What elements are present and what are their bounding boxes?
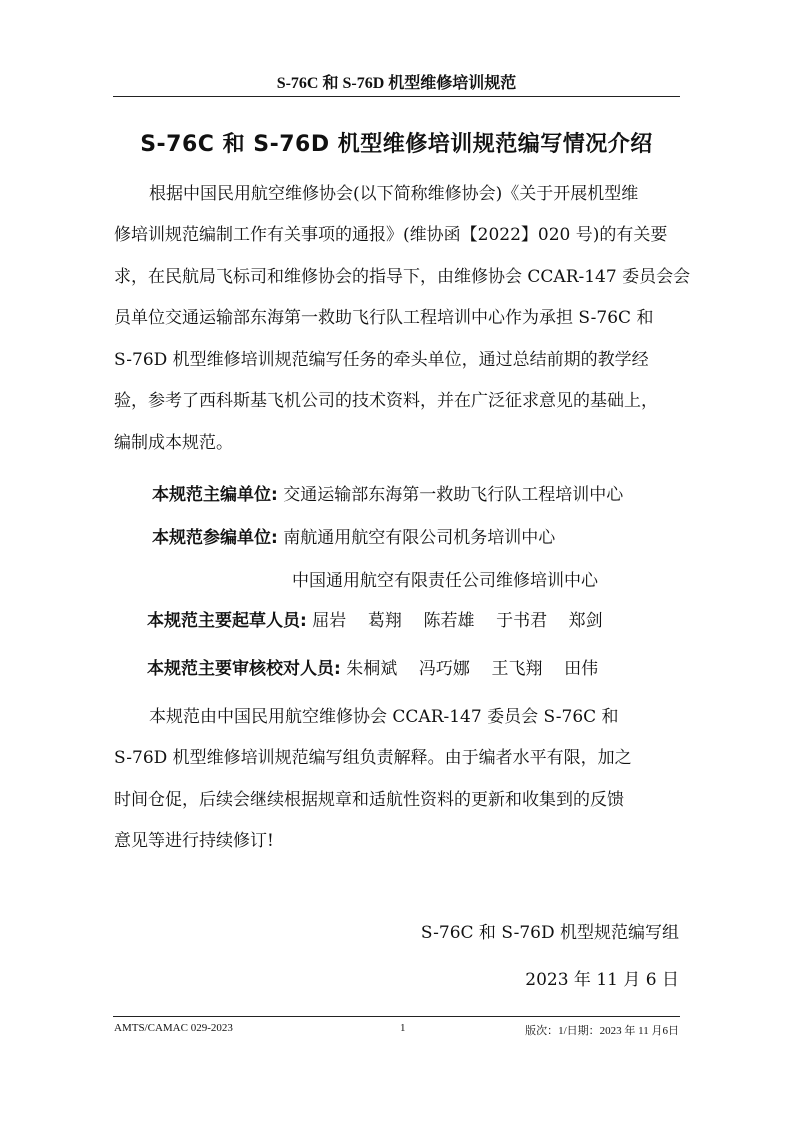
footer-version-info: 版次：1/日期：2023 年 11 月6日 <box>525 1025 679 1037</box>
document-title: S-76C 和 S-76D 机型维修培训规范编写情况介绍 <box>140 132 653 157</box>
footer-divider <box>113 1016 680 1017</box>
closing-line: S-76D 机型维修培训规范编写组负责解释。由于编者水平有限，加之 <box>114 748 632 768</box>
running-header-title: S-76C 和 S-76D 机型维修培训规范 <box>276 75 517 92</box>
drafters-label: 本规范主要起草人员: <box>147 611 307 631</box>
signature-date: 2023 年 11 月 6 日 <box>525 970 679 990</box>
signature-group: S-76C 和 S-76D 机型规范编写组 <box>420 923 679 943</box>
closing-line: 意见等进行持续修订! <box>114 831 274 851</box>
intro-line: 求，在民航局飞标司和维修协会的指导下，由维修协会 CCAR-147 委员会会 <box>114 267 691 287</box>
closing-line: 时间仓促，后续会继续根据规章和适航性资料的更新和收集到的反馈 <box>114 790 624 810</box>
intro-line: 验，参考了西科斯基飞机公司的技术资料，并在广泛征求意见的基础上， <box>114 391 658 411</box>
co-unit-value: 南航通用航空有限公司机务培训中心 <box>283 528 556 548</box>
co-unit-row <box>152 523 555 548</box>
reviewers-row <box>147 654 598 679</box>
intro-line: 根据中国民用航空维修协会(以下简称维修协会)《关于开展机型维 <box>149 184 639 204</box>
header-divider <box>113 96 680 97</box>
co-unit-label: 本规范参编单位: <box>152 528 278 548</box>
intro-line: 编制成本规范。 <box>114 433 233 453</box>
closing-line: 本规范由中国民用航空维修协会 CCAR-147 委员会 S-76C 和 <box>149 707 619 727</box>
main-unit-value: 交通运输部东海第一救助飞行队工程培训中心 <box>283 485 624 505</box>
intro-line: 修培训规范编制工作有关事项的通报》(维协函【2022】020 号)的有关要 <box>114 225 668 245</box>
reviewers-value: 朱桐斌 冯巧娜 王飞翔 田伟 <box>346 659 599 679</box>
reviewers-label: 本规范主要审核校对人员: <box>147 659 341 679</box>
drafters-value: 屈岩 葛翔 陈若雄 于书君 郑剑 <box>312 611 603 631</box>
intro-line: 员单位交通运输部东海第一救助飞行队工程培训中心作为承担 S-76C 和 <box>114 308 654 328</box>
drafters-row <box>147 606 603 631</box>
main-unit-label: 本规范主编单位: <box>152 485 278 505</box>
co-unit-value: 中国通用航空有限责任公司维修培训中心 <box>292 571 598 591</box>
intro-line: S-76D 机型维修培训规范编写任务的牵头单位，通过总结前期的教学经 <box>114 350 649 370</box>
footer-doc-number: AMTS/CAMAC 029-2023 <box>114 1022 233 1034</box>
main-unit-row <box>152 480 623 505</box>
footer-page-number: 1 <box>400 1022 406 1034</box>
